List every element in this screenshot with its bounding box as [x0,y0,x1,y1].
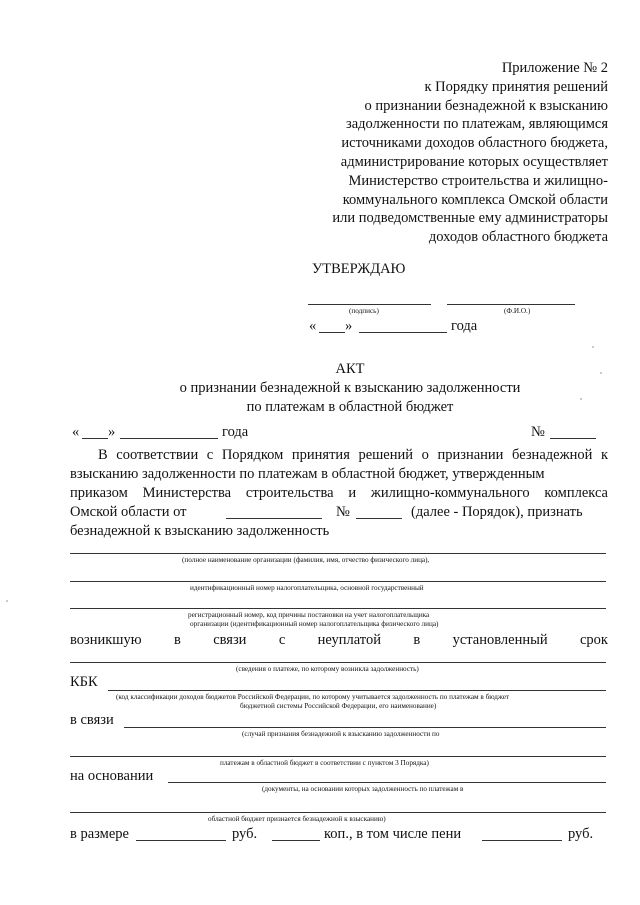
name-caption: (Ф.И.О.) [504,307,531,315]
act-title: АКТ [335,361,365,377]
body-line-4c: (далее - Порядок), признать [411,504,583,520]
reg-caption-2: организации (идентификационный номер налогоплательщика физического лица) [190,620,439,628]
amount-rub-line [136,840,226,841]
order-date-line [226,518,322,519]
arisen-row [70,632,608,649]
appendix-line: источниками доходов областного бюджета, [341,135,608,152]
arisen-word: установленный [452,632,548,648]
inn-caption: идентификационный номер налогоплательщика, основной государственный [190,584,424,592]
amount-label: в размере [70,826,129,842]
docs-line-2 [70,812,606,813]
body-line-5: безнадежной к взысканию задолженность [70,523,330,539]
kbk-line [108,690,606,691]
approve-date-open: « [309,318,317,334]
payment-line [70,662,606,663]
kbk-caption-2: бюджетной системы Российской Федерации, его наименование) [240,702,437,710]
approve-year: года [451,318,478,334]
scan-speck [6,600,8,602]
body-line-2: взысканию задолженности по платежам в областной бюджет, утвержденным [70,466,545,482]
appendix-line: о признании безнадежной к взысканию [364,97,608,114]
scan-speck [600,372,602,374]
act-day-line [82,438,108,439]
act-month-line [120,438,218,439]
act-number-line [550,438,596,439]
arisen-word: срок [579,632,608,648]
amount-rub: руб. [232,826,258,842]
amount-kop-line [272,840,320,841]
appendix-line: доходов областного бюджета [428,229,608,246]
docs-caption-1: (документы, на основании которых задолженность по платежам в [262,785,464,793]
body-line-3: приказом Министерства строительства и жилищно-коммунального комплекса [70,485,608,501]
approve-date-close: » [345,318,353,334]
amount-kop-including: коп., в том числе пени [324,826,462,842]
case-caption-2: платежам в областной бюджет в соответствии с пунктом 3 Порядка) [220,759,429,767]
docs-caption-2: областной бюджет признается безнадежной к взысканию) [208,815,386,823]
appendix-line: или подведомственные ему администраторы [332,210,608,227]
order-number-line [356,518,402,519]
name-line [447,304,575,305]
signature-caption: (подпись) [349,307,379,315]
appendix-block [332,59,608,247]
amount-rub-end: руб. [568,826,594,842]
org-line [70,553,606,554]
appendix-line: к Порядку принятия решений [424,78,608,95]
scan-speck [580,398,582,400]
approve-month-line [359,332,447,333]
arisen-word: неуплатой [317,632,381,648]
case-line-2 [70,756,606,757]
appendix-line: Министерство строительства и жилищно- [348,172,608,189]
act-subtitle-1: о признании безнадежной к взысканию задолженности [179,380,521,396]
reg-line [70,608,606,609]
payment-caption: (сведения о платеже, по которому возникла задолженность) [236,665,419,673]
inn-line [70,581,606,582]
penalty-line [482,840,562,841]
because-label: в связи [70,712,114,728]
arisen-word: с [278,632,286,648]
arisen-word: связи [213,632,247,648]
body-line-1: В соответствии с Порядком принятия решений о признании безнадежной к [98,447,608,463]
kbk-label: КБК [70,674,98,690]
act-subtitle-2: по платежам в областной бюджет [246,399,454,415]
act-year: года [222,424,249,440]
signature-line [308,304,431,305]
appendix-line: задолженности по платежам, являющимся [346,116,608,133]
appendix-line: Приложение № 2 [501,60,608,76]
body-line-4b: № [336,504,350,520]
approve-title: УТВЕРЖДАЮ [312,261,406,277]
act-date-open: « [72,424,80,440]
appendix-line: администрирование которых осуществляет [340,153,608,170]
appendix-line: коммунального комплекса Омской области [342,191,608,208]
basis-line [168,782,606,783]
basis-label: на основании [70,768,154,784]
scan-speck [592,346,594,348]
arisen-word: возникшую [70,632,142,648]
arisen-word: в [413,632,421,648]
act-number-sign: № [531,424,545,440]
org-caption: (полное наименование организации (фамилия, имя, отчество физического лица), [182,556,430,564]
kbk-caption-1: (код классификации доходов бюджетов Российской Федерации, по которому учитывается задолженность по платежам в бюджет [116,693,510,701]
arisen-word: в [173,632,181,648]
case-caption-1: (случай признания безнадежной к взысканию задолженности по [242,730,440,738]
approve-day-line [319,332,345,333]
act-date-close: » [108,424,116,440]
because-line [124,727,606,728]
body-line-4a: Омской области от [70,504,187,520]
reg-caption-1: регистрационный номер, код причины постановки на учет налогоплательщика [188,611,430,619]
